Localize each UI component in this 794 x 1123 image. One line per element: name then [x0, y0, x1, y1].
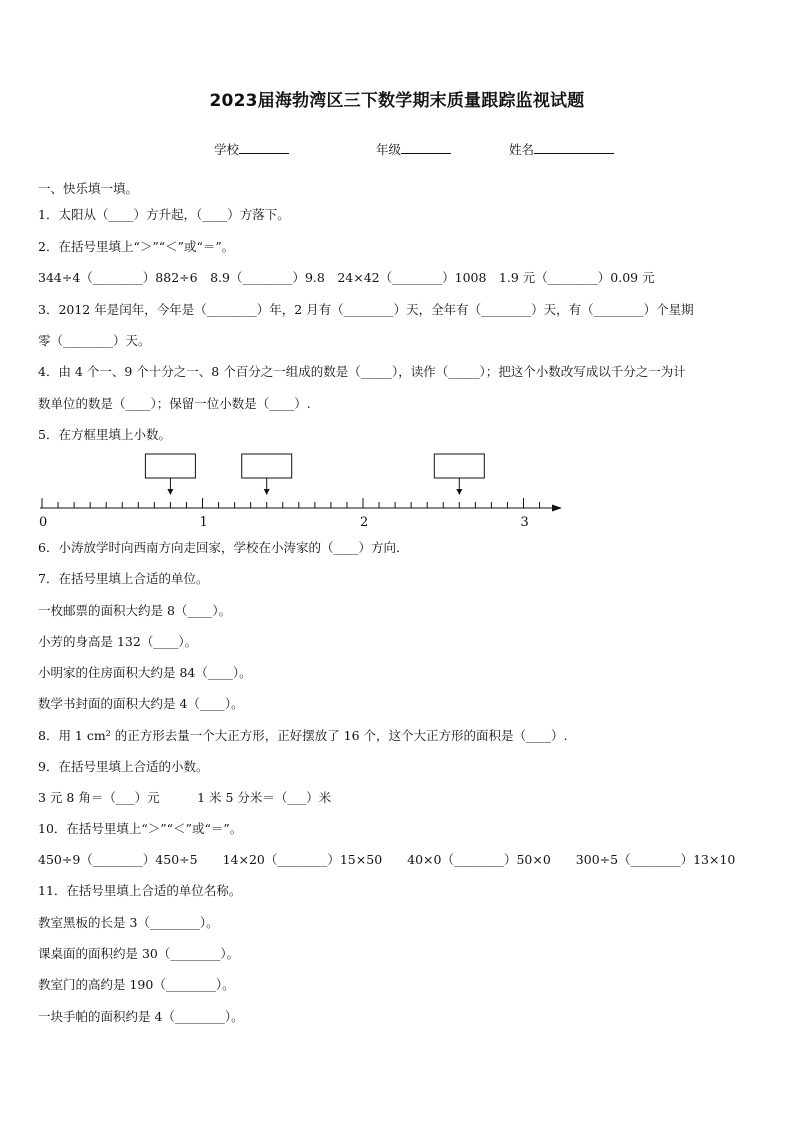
grade-label: 年级	[376, 142, 402, 157]
question-11-item-3: 教室门的高约是 190（________）。	[38, 977, 235, 992]
question-10-items: 450÷9（________）450÷5 14×20（________）15×50 40×0（________）50×0 300÷5（________）13×10	[38, 852, 736, 867]
question-8: 8．用 1 cm² 的正方形去量一个大正方形，正好摆放了 16 个，这个大正方形的面积是（____）.	[38, 728, 568, 743]
school-blank[interactable]	[239, 141, 289, 154]
section-heading: 一、快乐填一填。	[38, 181, 139, 196]
question-7-item-1: 一枚邮票的面积大约是 8（____）。	[38, 603, 232, 618]
school-label: 学校	[214, 142, 240, 157]
question-2-items: 344÷4（________）882÷6 8.9（________）9.8 24×42（________）1008 1.9 元（________）0.09 元	[38, 270, 655, 285]
question-2: 2．在括号里填上“＞”“＜”或“＝”。	[38, 239, 235, 254]
question-7: 7．在括号里填上合适的单位。	[38, 571, 209, 586]
school-field[interactable]	[214, 140, 289, 158]
question-7-item-2: 小芳的身高是 132（____）。	[38, 634, 198, 649]
question-1: 1．太阳从（____）方升起，（____）方落下。	[38, 207, 290, 222]
tick-label: 0	[39, 515, 48, 530]
answer-box-frame[interactable]	[145, 454, 195, 478]
question-9-items: 3 元 8 角＝（___）元 1 米 5 分米＝（___）米	[38, 790, 332, 805]
answer-box-frame[interactable]	[242, 454, 292, 478]
question-11: 11．在括号里填上合适的单位名称。	[38, 883, 242, 898]
answer-box[interactable]	[242, 454, 292, 495]
pointer-arrow-icon	[264, 489, 270, 495]
page-title: 2023届海勃湾区三下数学期末质量跟踪监视试题	[209, 91, 585, 111]
number-line-labels	[39, 515, 529, 530]
question-4-line-2: 数单位的数是（____）；保留一位小数是（____）.	[38, 396, 311, 411]
tick-label: 3	[520, 515, 529, 530]
number-line-boxes	[145, 454, 484, 495]
name-blank[interactable]	[534, 141, 614, 154]
grade-field[interactable]	[376, 140, 451, 158]
pointer-arrow-icon	[167, 489, 173, 495]
number-line-ticks	[42, 498, 540, 508]
question-7-item-3: 小明家的住房面积大约是 84（____）。	[38, 665, 252, 680]
tick-label: 2	[360, 515, 369, 530]
question-7-item-4: 数学书封面的面积大约是 4（____）。	[38, 696, 244, 711]
number-line	[34, 448, 574, 533]
question-6: 6．小涛放学时向西南方向走回家，学校在小涛家的（____）方向．	[38, 540, 409, 555]
question-9: 9．在括号里填上合适的小数。	[38, 759, 209, 774]
question-3-line-2: 零（________）天。	[38, 333, 151, 348]
answer-box-frame[interactable]	[434, 454, 484, 478]
tick-label: 1	[199, 515, 208, 530]
question-11-item-2: 课桌面的面积约是 30（________）。	[38, 946, 240, 961]
question-11-item-4: 一块手帕的面积约是 4（________）。	[38, 1009, 244, 1024]
name-label: 姓名	[509, 142, 535, 157]
pointer-arrow-icon	[456, 489, 462, 495]
grade-blank[interactable]	[401, 141, 451, 154]
question-11-item-1: 教室黑板的长是 3（________）。	[38, 915, 219, 930]
question-4-line-1: 4．由 4 个一、9 个十分之一、8 个百分之一组成的数是（_____），读作（_____）；把这个小数改写成以千分之一为计	[38, 364, 686, 379]
question-5: 5．在方框里填上小数。	[38, 427, 171, 442]
question-10: 10．在括号里填上“＞”“＜”或“＝”。	[38, 821, 243, 836]
number-line-arrowhead	[552, 505, 562, 512]
question-3-line-1: 3．2012 年是闰年，今年是（________）年，2 月有（________）天，全年有（________）天，有（________）个星期	[38, 302, 694, 317]
answer-box[interactable]	[145, 454, 195, 495]
name-field[interactable]	[509, 140, 614, 158]
answer-box[interactable]	[434, 454, 484, 495]
